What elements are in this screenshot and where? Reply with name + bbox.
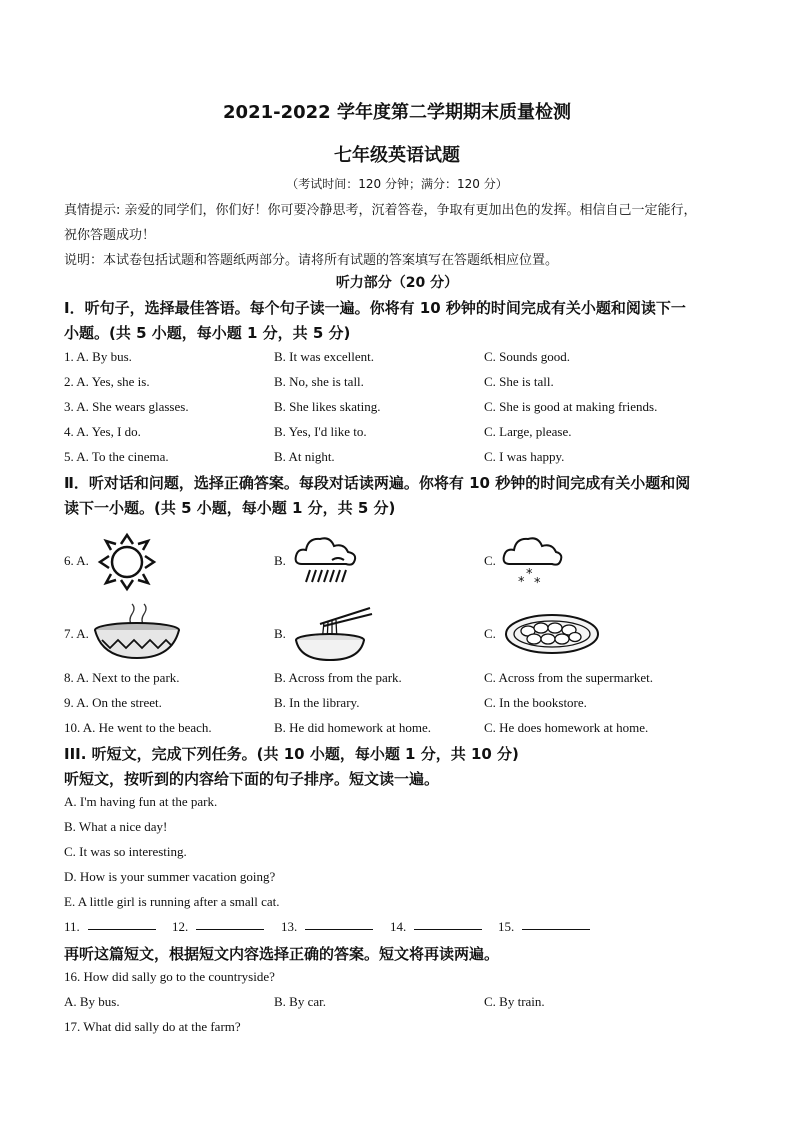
q16-option-a: A. By bus. [64,994,120,1009]
q16-option-b: B. By car. [274,994,326,1009]
q17-question: 17. What did sally do at the farm? [64,1019,241,1034]
q7-label-b: B. [274,626,286,641]
q3-option-a: 3. A. She wears glasses. [64,399,189,414]
sentence-c: C. It was so interesting. [64,844,187,859]
part3-heading: III. 听短文，完成下列任务。(共 10 小题，每小题 1 分，共 10 分) [64,745,519,763]
dumpling-plate-icon [504,610,600,658]
q9-option-b: B. In the library. [274,695,360,710]
soup-bowl-icon [92,608,182,664]
exam-subtitle: 七年级英语试题 [334,145,460,166]
q1-option-a: 1. A. By bus. [64,349,132,364]
q2-option-b: B. No, she is tall. [274,374,364,389]
tip-line-1: 真情提示: 亲爱的同学们，你们好！你可要冷静思考，沉着答卷，争取有更加出色的发挥。相信自己一定能行， [64,203,697,218]
q9-option-c: C. In the bookstore. [484,695,587,710]
q2-option-c: C. She is tall. [484,374,554,389]
q1-option-b: B. It was excellent. [274,349,374,364]
sentence-b: B. What a nice day! [64,819,168,834]
q6-label-b: B. [274,553,286,568]
q7-label-c: C. [484,626,496,641]
answer-blank-12[interactable]: 12. [172,919,272,935]
noodle-bowl-icon [290,604,376,664]
q10-option-b: B. He did homework at home. [274,720,432,735]
sentence-d: D. How is your summer vacation going? [64,869,276,884]
snow-cloud-icon [502,532,564,590]
part2-heading-line2: 读下一小题。(共 5 小题，每小题 1 分，共 5 分) [64,499,396,517]
q6-label-c: C. [484,553,496,568]
q7-label-a: 7. A. [64,626,89,641]
part3-task1: 听短文，按听到的内容给下面的句子排序。短文读一遍。 [64,770,440,788]
q16-question: 16. How did sally go to the countryside? [64,969,275,984]
q10-option-c: C. He does homework at home. [484,720,649,735]
sentence-e: E. A little girl is running after a small cat. [64,894,280,909]
q4-option-a: 4. A. Yes, I do. [64,424,141,439]
listening-heading: 听力部分（20 分） [335,275,459,291]
answer-blank-14[interactable]: 14. [390,919,490,935]
q3-option-c: C. She is good at making friends. [484,399,658,414]
q6-label-a: 6. A. [64,553,89,568]
tip-line-2: 祝你答题成功！ [64,228,156,243]
part1-heading-line1: Ⅰ．听句子，选择最佳答语。每个句子读一遍。你将有 10 秒钟的时间完成有关小题和阅读下一 [64,299,686,317]
exam-title: 2021-2022 学年度第二学期期末质量检测 [223,102,571,123]
q8-option-b: B. Across from the park. [274,670,402,685]
q2-option-a: 2. A. Yes, she is. [64,374,150,389]
svg-text:*: * [518,575,525,590]
q5-option-b: B. At night. [274,449,335,464]
q3-option-b: B. She likes skating. [274,399,381,414]
answer-blank-11[interactable]: 11. [64,919,164,935]
q16-option-c: C. By train. [484,994,545,1009]
part3-task2: 再听这篇短文，根据短文内容选择正确的答案。短文将再读两遍。 [64,945,500,963]
instructions: 说明：本试卷包括试题和答题纸两部分。请将所有试题的答案填写在答题纸相应位置。 [64,253,559,268]
part2-heading-line1: Ⅱ．听对话和问题，选择正确答案。每段对话读两遍。你将有 10 秒钟的时间完成有关小题和阅 [64,474,691,492]
q9-option-a: 9. A. On the street. [64,695,162,710]
q1-option-c: C. Sounds good. [484,349,570,364]
rain-cloud-icon [292,530,362,592]
svg-text:*: * [526,567,533,582]
part1-heading-line2: 小题。(共 5 小题，每小题 1 分，共 5 分) [64,324,351,342]
q10-option-a: 10. A. He went to the beach. [64,720,212,735]
sun-icon [94,532,160,592]
svg-text:*: * [534,576,541,591]
q4-option-c: C. Large, please. [484,424,572,439]
sentence-a: A. I'm having fun at the park. [64,794,218,809]
exam-time-info: （考试时间：120 分钟；满分：120 分） [286,177,508,191]
q8-option-c: C. Across from the supermarket. [484,670,653,685]
q5-option-a: 5. A. To the cinema. [64,449,169,464]
answer-blank-13[interactable]: 13. [281,919,381,935]
answer-blank-15[interactable]: 15. [498,919,598,935]
q4-option-b: B. Yes, I'd like to. [274,424,367,439]
q8-option-a: 8. A. Next to the park. [64,670,180,685]
q5-option-c: C. I was happy. [484,449,565,464]
